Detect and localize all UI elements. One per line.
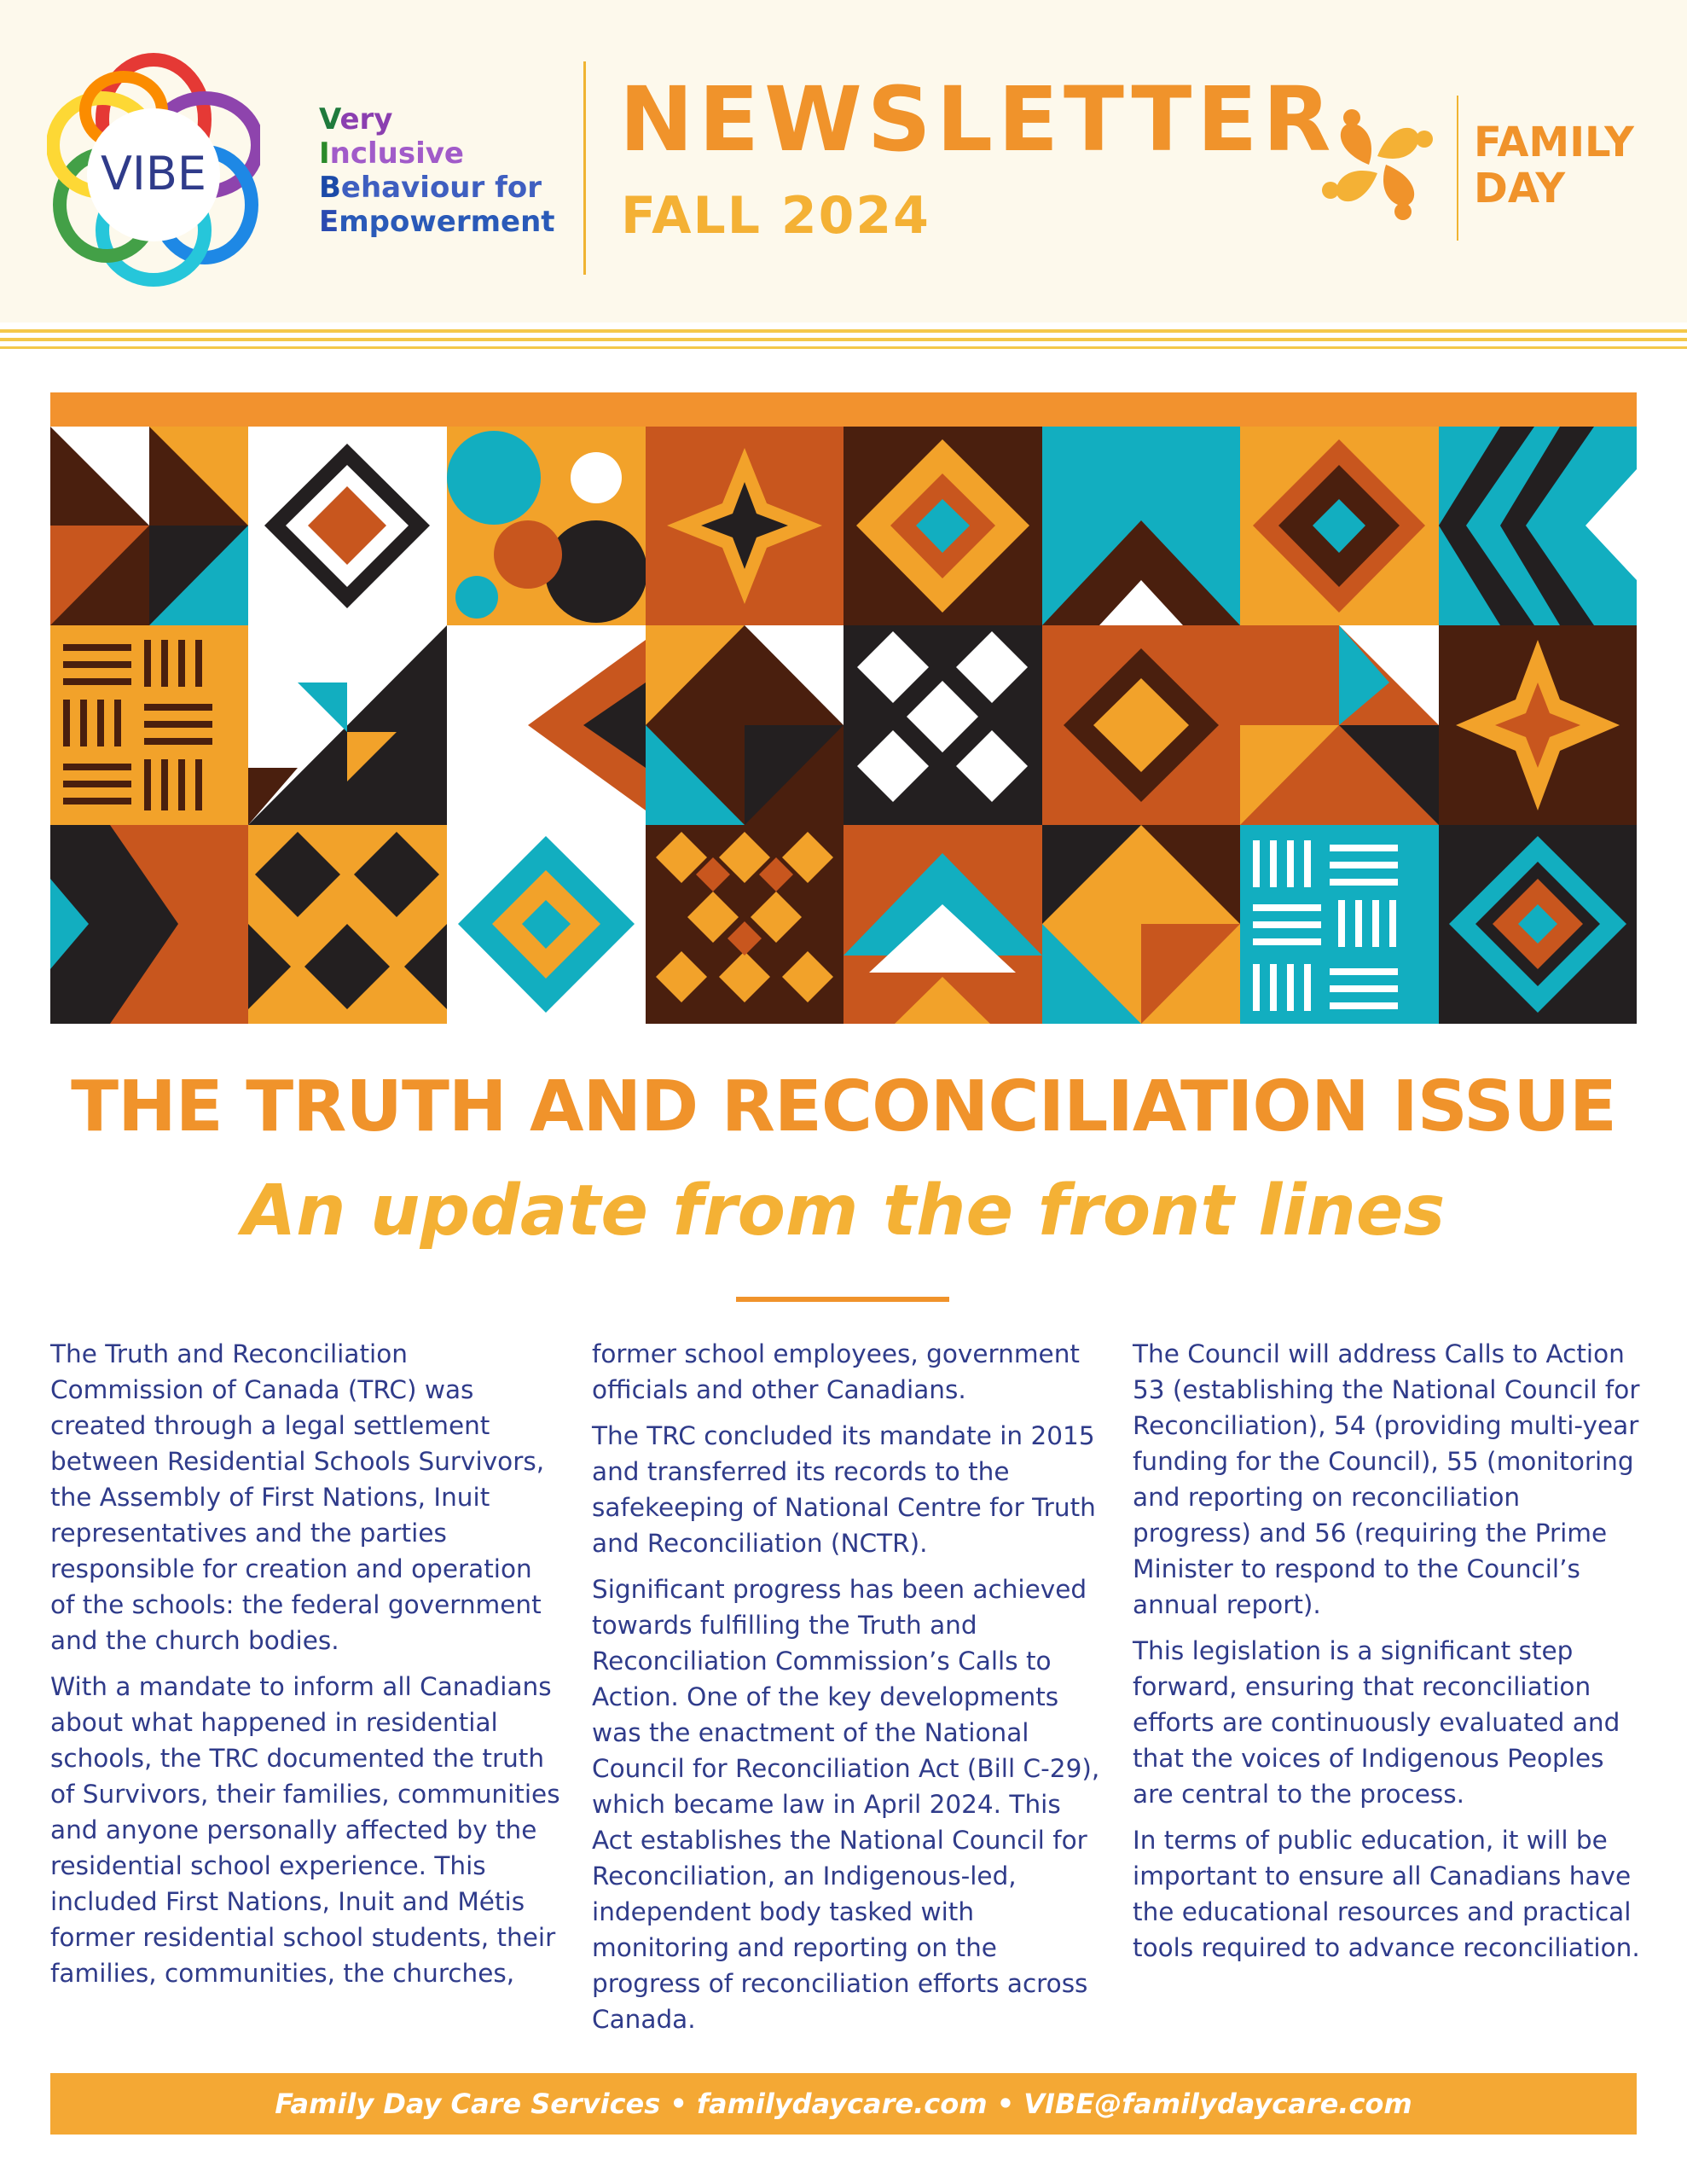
tile-r1-c2	[248, 427, 447, 625]
tile-r2-c4	[646, 625, 844, 825]
header-rule-mid	[0, 338, 1687, 341]
tile-r3-c8	[1439, 825, 1637, 1024]
tagline-initial: B	[319, 171, 341, 205]
header-divider	[583, 61, 586, 275]
paragraph: Significant progress has been achieved towards fulfilling the Truth and Reconciliation Commission’s Calls to Action. One of the key developments was the enactment of the National Council for Reconciliation Act (Bill C-29), which became law in April 2024. This Act establishes the National Council for Reconciliation, an Indigenous-led, independent body tasked with monitoring and reporting on the progress of reconciliation efforts across Canada.	[592, 1575, 1100, 2034]
tile-r2-c1	[50, 625, 248, 825]
vibe-logo	[47, 51, 260, 290]
paragraph: The Council will address Calls to Action 53 (establishing the National Council for Reconciliation), 54 (providing multi-year funding for the Council), 55 (monitoring and reporting on reconciliation progress) and 56 (requiring the Prime Minister to respond to the Council’s annual report).	[1133, 1339, 1640, 1619]
family-day-line1: FAMILY	[1474, 119, 1634, 166]
tile-r2-c8	[1439, 625, 1637, 825]
tagline-initial: V	[319, 102, 340, 136]
vibe-tagline	[319, 102, 555, 239]
paragraph: The Truth and Reconciliation Commission of Canada (TRC) was created through a legal settlement between Residential Schools Survivors, the Assembly of First Nations, Inuit representatives and the parties responsible for creation and operation of the schools: the federal government and the church bodies.	[50, 1339, 545, 1655]
tile-r3-c1	[50, 825, 248, 1024]
newsletter-title: NEWSLETTER	[619, 67, 1336, 171]
tile-r2-c6	[1042, 625, 1240, 825]
footer-contact-bar: Family Day Care Services • familydaycare.com • VIBE@familydaycare.com	[50, 2073, 1637, 2135]
issue-subheadline: An update from the front lines	[241, 1170, 1446, 1252]
tile-r1-c8	[1439, 427, 1637, 625]
tagline-word: nclusive	[329, 136, 464, 171]
family-day-wordmark	[1474, 119, 1634, 212]
family-day-divider	[1457, 96, 1458, 241]
tagline-initial: I	[319, 136, 330, 171]
newsletter-season: FALL 2024	[621, 186, 930, 246]
tagline-word: ery	[339, 102, 393, 136]
vibe-logo-text: VIBE	[100, 147, 207, 200]
tile-r1-c1	[50, 427, 248, 625]
tile-r1-c7	[1240, 427, 1439, 625]
tagline-word: ehaviour for	[340, 171, 542, 205]
article-column-2	[592, 1336, 1104, 2048]
tile-r3-c5	[844, 825, 1042, 1024]
article-column-3	[1133, 1336, 1644, 1976]
tile-r3-c3	[447, 825, 646, 1024]
indigenous-pattern-mosaic	[50, 427, 1637, 1024]
tile-r3-c7	[1240, 825, 1439, 1024]
tile-r2-c3	[447, 625, 646, 825]
tile-r1-c5	[844, 427, 1042, 625]
paragraph: In terms of public education, it will be important to ensure all Canadians have the educational resources and practical tools required to advance reconciliation.	[1133, 1826, 1640, 1962]
paragraph: former school employees, government officials and other Canadians.	[592, 1339, 1080, 1404]
tile-r1-c6	[1042, 427, 1240, 625]
tile-r2-c2	[248, 625, 447, 825]
header-rule-bottom	[0, 346, 1687, 349]
family-day-logo-icon	[1313, 101, 1441, 229]
newsletter-header	[0, 0, 1687, 322]
tagline-word: mpowerment	[339, 205, 555, 239]
tile-r2-c7	[1240, 625, 1439, 825]
issue-headline: THE TRUTH AND RECONCILIATION ISSUE	[71, 1066, 1616, 1147]
tile-r1-c4	[646, 427, 844, 625]
paragraph: This legislation is a significant step forward, ensuring that reconciliation efforts are continuously evaluated and that the voices of Indigenous Peoples are central to the process.	[1133, 1636, 1620, 1809]
header-rule-top	[0, 329, 1687, 333]
family-day-line2: DAY	[1474, 165, 1566, 212]
tile-r3-c6	[1042, 825, 1240, 1024]
tile-r2-c5	[844, 625, 1042, 825]
paragraph: With a mandate to inform all Canadians about what happened in residential schools, the TRC documented the truth of Survivors, their families, communities and anyone personally affected by the residential school experience. This included First Nations, Inuit and Métis former residential school students, their families, communities, the churches,	[50, 1672, 560, 1988]
paragraph: The TRC concluded its mandate in 2015 and transferred its records to the safekeeping of National Centre for Truth and Reconciliation (NCTR).	[592, 1421, 1096, 1558]
tile-r3-c4	[646, 825, 844, 1024]
tile-r1-c3	[447, 427, 647, 625]
banner-top-bar	[50, 392, 1637, 427]
article-column-1	[50, 1336, 562, 2001]
headline-divider	[736, 1297, 949, 1302]
tagline-initial: E	[319, 205, 339, 239]
tile-r3-c2	[248, 825, 447, 1024]
